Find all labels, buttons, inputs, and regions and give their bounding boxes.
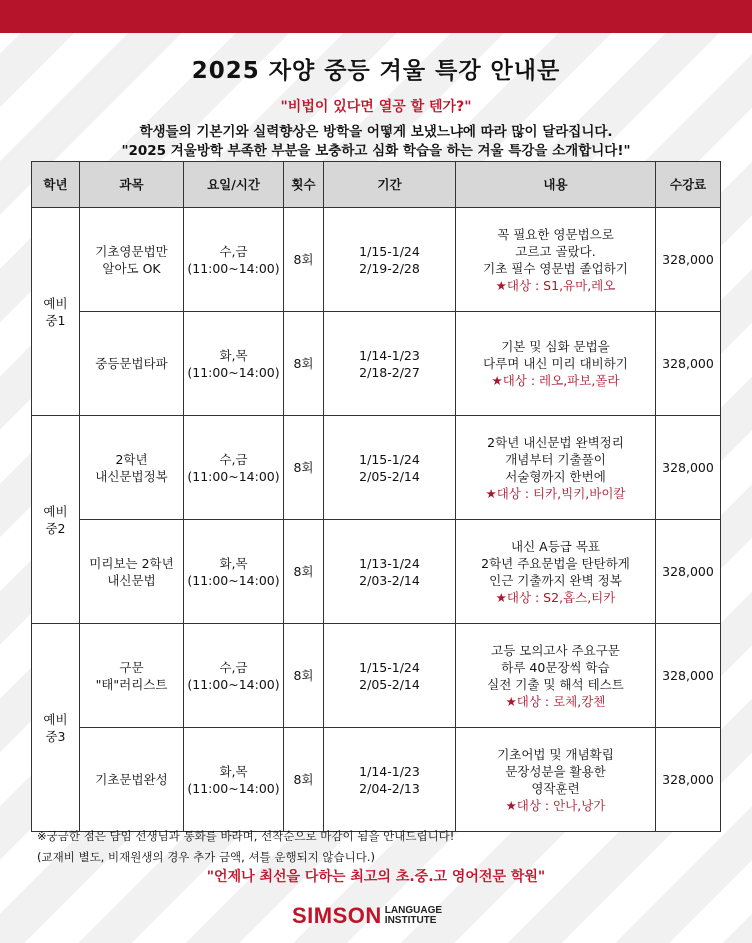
schedule-cell-line: (11:00~14:00) bbox=[187, 260, 280, 276]
intro-line-2: "2025 겨울방학 부족한 부분을 보충하고 심화 학습을 하는 겨울 특강을 소개합니다!" bbox=[121, 143, 631, 159]
schedule-cell-line: (11:00~14:00) bbox=[187, 676, 280, 692]
subject-cell-line: 기초영문법만 bbox=[95, 243, 168, 259]
header-content: 내용 bbox=[456, 162, 656, 208]
target-students: ★대상 : S2,홉스,티카 bbox=[495, 589, 616, 605]
subject-cell bbox=[80, 416, 184, 520]
content-cell bbox=[456, 312, 656, 416]
period-cell bbox=[324, 728, 456, 832]
subject-cell-line: "태"러리스트 bbox=[95, 676, 168, 692]
logo-sub-line-1: LANGUAGE bbox=[384, 905, 443, 916]
content-cell-line: 기초 필수 영문법 졸업하기 bbox=[483, 260, 628, 276]
note-line-2: (교재비 별도, 비재원생의 경우 추가 금액, 셔틀 운행되지 않습니다.) bbox=[37, 850, 376, 864]
count-cell: 8회 bbox=[284, 624, 324, 728]
table-row bbox=[32, 520, 721, 624]
content-cell bbox=[456, 416, 656, 520]
subject-cell-line: 내신문법 bbox=[107, 572, 156, 588]
content-cell bbox=[456, 728, 656, 832]
subject-cell bbox=[80, 624, 184, 728]
header-schedule: 요일/시간 bbox=[184, 162, 284, 208]
slogan: "비법이 있다면 열공 할 텐가?" bbox=[280, 99, 472, 115]
count-cell: 8회 bbox=[284, 208, 324, 312]
header-count: 횟수 bbox=[284, 162, 324, 208]
logo-sub-line-2: INSTITUTE bbox=[384, 915, 437, 926]
subject-cell-line: 중등문법타파 bbox=[95, 356, 168, 371]
schedule-cell-line: 수,금 bbox=[219, 243, 248, 259]
header-fee: 수강료 bbox=[656, 162, 721, 208]
grade-cell: 예비 중2 bbox=[32, 416, 80, 624]
notes bbox=[37, 826, 454, 868]
table-row bbox=[32, 312, 721, 416]
schedule-cell-line: (11:00~14:00) bbox=[187, 364, 280, 380]
table-row bbox=[32, 208, 721, 312]
subject-cell-line: 2학년 bbox=[115, 451, 148, 467]
course-schedule-table bbox=[31, 161, 721, 832]
subject-cell bbox=[80, 208, 184, 312]
period-cell-line: 2/03-2/14 bbox=[359, 572, 420, 588]
logo-main-text: SIMSON bbox=[292, 903, 382, 928]
schedule-cell bbox=[184, 208, 284, 312]
content-cell-line: 고등 모의고사 주요구문 bbox=[491, 642, 620, 658]
grade-cell: 예비 중1 bbox=[32, 208, 80, 416]
note-line-1: ※궁금한 점은 담임 선생님과 통화를 바라며, 선착순으로 마감이 됨을 안내드립니다! bbox=[37, 829, 455, 843]
content-cell-line: 고르고 골랐다. bbox=[515, 243, 596, 259]
schedule-cell-line: 화,목 bbox=[219, 555, 248, 571]
period-cell-line: 1/15-1/24 bbox=[359, 243, 420, 259]
count-cell: 8회 bbox=[284, 416, 324, 520]
top-banner bbox=[0, 0, 752, 33]
header-grade: 학년 bbox=[32, 162, 80, 208]
schedule-cell bbox=[184, 520, 284, 624]
content-cell-line: 실전 기출 및 해석 테스트 bbox=[487, 676, 624, 692]
content-cell-line: 문장성분을 활용한 bbox=[505, 763, 606, 779]
period-cell-line: 1/15-1/24 bbox=[359, 659, 420, 675]
schedule-cell bbox=[184, 312, 284, 416]
subject-cell bbox=[80, 312, 184, 416]
fee-cell: 328,000 bbox=[656, 624, 721, 728]
subject-cell-line: 내신문법정복 bbox=[95, 468, 168, 484]
period-cell-line: 2/04-2/13 bbox=[359, 780, 420, 796]
content-cell-line: 꼭 필요한 영문법으로 bbox=[497, 226, 614, 242]
schedule-cell bbox=[184, 416, 284, 520]
target-students: ★대상 : 티카,빅키,바이칼 bbox=[485, 485, 626, 501]
schedule-cell-line: 화,목 bbox=[219, 763, 248, 779]
target-students: ★대상 : 로체,캉첸 bbox=[505, 693, 606, 709]
table-row bbox=[32, 728, 721, 832]
content-cell-line: 기초어법 및 개념확립 bbox=[497, 746, 614, 762]
table-header-row bbox=[32, 162, 721, 208]
count-cell: 8회 bbox=[284, 520, 324, 624]
logo-sub-text bbox=[385, 906, 442, 926]
schedule-cell-line: (11:00~14:00) bbox=[187, 468, 280, 484]
period-cell-line: 2/05-2/14 bbox=[359, 468, 420, 484]
target-students: ★대상 : 레오,파보,폴라 bbox=[491, 373, 620, 388]
period-cell-line: 2/19-2/28 bbox=[359, 260, 420, 276]
period-cell bbox=[324, 208, 456, 312]
content-cell-line: 2학년 내신문법 완벽정리 bbox=[487, 434, 624, 450]
content-cell bbox=[456, 520, 656, 624]
period-cell-line: 1/14-1/23 bbox=[359, 347, 420, 363]
target-students: ★대상 : S1,유마,레오 bbox=[495, 277, 616, 293]
footer-slogan: "언제나 최선을 다하는 최고의 초.중.고 영어전문 학원" bbox=[206, 869, 546, 885]
content-cell-line: 서술형까지 한번에 bbox=[505, 468, 606, 484]
content-cell-line: 하루 40문장씩 학습 bbox=[501, 659, 610, 675]
fee-cell: 328,000 bbox=[656, 416, 721, 520]
simson-logo bbox=[292, 903, 442, 929]
grade-cell: 예비 중3 bbox=[32, 624, 80, 832]
content-cell-line: 2학년 주요문법을 탄탄하게 bbox=[481, 555, 630, 571]
period-cell bbox=[324, 520, 456, 624]
intro-line-1: 학생들의 기본기와 실력향상은 방학을 어떻게 보냈느냐에 따라 많이 달라집니다. bbox=[139, 124, 613, 140]
target-students: ★대상 : 안나,낭가 bbox=[505, 797, 606, 813]
header-subject: 과목 bbox=[80, 162, 184, 208]
schedule-cell-line: 수,금 bbox=[219, 451, 248, 467]
period-cell bbox=[324, 624, 456, 728]
content-cell-line: 인근 기출까지 완벽 정복 bbox=[489, 572, 622, 588]
schedule-cell bbox=[184, 624, 284, 728]
header-period: 기간 bbox=[324, 162, 456, 208]
schedule-cell-line: (11:00~14:00) bbox=[187, 780, 280, 796]
period-cell-line: 1/13-1/24 bbox=[359, 555, 420, 571]
period-cell bbox=[324, 416, 456, 520]
subject-cell-line: 기초문법완성 bbox=[95, 772, 168, 787]
table-row bbox=[32, 416, 721, 520]
fee-cell: 328,000 bbox=[656, 312, 721, 416]
content-cell-line: 내신 A등급 목표 bbox=[511, 538, 600, 554]
content-cell-line: 기본 및 심화 문법을 bbox=[501, 339, 610, 354]
content-cell-line: 개념부터 기출풀이 bbox=[505, 451, 606, 467]
page-title: 2025 자양 중등 겨울 특강 안내문 bbox=[191, 58, 561, 84]
count-cell: 8회 bbox=[284, 312, 324, 416]
subject-cell-line: 구문 bbox=[119, 659, 144, 675]
subject-cell bbox=[80, 520, 184, 624]
schedule-cell-line: 수,금 bbox=[219, 659, 248, 675]
schedule-cell-line: 화,목 bbox=[219, 347, 248, 363]
schedule-cell bbox=[184, 728, 284, 832]
subject-cell-line: 미리보는 2학년 bbox=[89, 555, 174, 571]
subject-cell-line: 알아도 OK bbox=[102, 260, 161, 276]
content-cell bbox=[456, 208, 656, 312]
period-cell-line: 1/14-1/23 bbox=[359, 763, 420, 779]
period-cell-line: 2/18-2/27 bbox=[359, 364, 420, 380]
table-row bbox=[32, 624, 721, 728]
period-cell bbox=[324, 312, 456, 416]
fee-cell: 328,000 bbox=[656, 728, 721, 832]
schedule-cell-line: (11:00~14:00) bbox=[187, 572, 280, 588]
period-cell-line: 2/05-2/14 bbox=[359, 676, 420, 692]
content-cell bbox=[456, 624, 656, 728]
content-cell-line: 영작훈련 bbox=[531, 780, 580, 796]
period-cell-line: 1/15-1/24 bbox=[359, 451, 420, 467]
fee-cell: 328,000 bbox=[656, 520, 721, 624]
subject-cell bbox=[80, 728, 184, 832]
count-cell: 8회 bbox=[284, 728, 324, 832]
fee-cell: 328,000 bbox=[656, 208, 721, 312]
content-cell-line: 다루며 내신 미리 대비하기 bbox=[483, 356, 628, 371]
